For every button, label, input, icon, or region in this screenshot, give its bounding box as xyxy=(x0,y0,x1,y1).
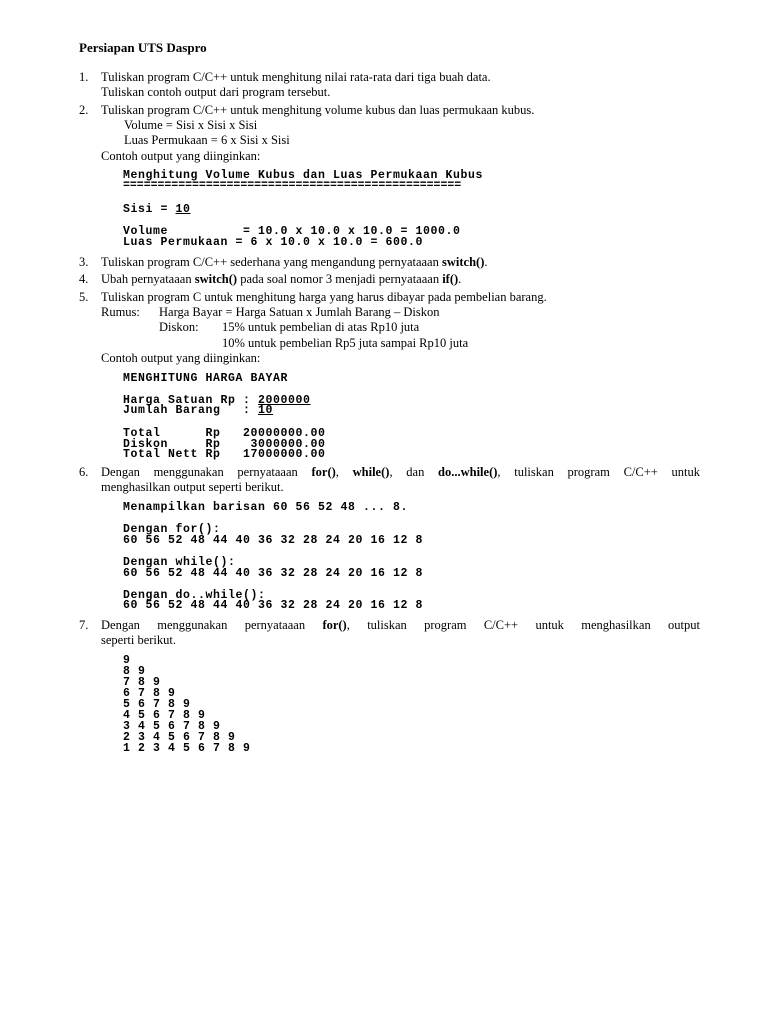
q7-text-1: Dengan menggunakan pernyataaan xyxy=(101,618,323,632)
q4-keyword-if: if() xyxy=(442,272,459,286)
q3-text xyxy=(101,255,487,270)
q4-number: 4. xyxy=(79,272,89,286)
q6-text-4: , tuliskan program C/C++ untuk xyxy=(497,465,700,479)
q6-keyword-for: for() xyxy=(311,465,336,479)
q7-pattern-line: 5 6 7 8 9 xyxy=(123,698,191,711)
q6-dowhile-sequence: 60 56 52 48 44 40 36 32 28 24 20 16 12 8 xyxy=(123,599,424,612)
q2-formula-volume: Volume = Sisi x Sisi x Sisi xyxy=(124,118,258,132)
q7-pattern-line: 6 7 8 9 xyxy=(123,687,176,700)
q4-text xyxy=(101,272,461,287)
q2-example-label: Contoh output yang diinginkan: xyxy=(101,149,261,163)
q2-output-rule: ================================================= xyxy=(123,179,462,192)
q2-line1: Tuliskan program C/C++ untuk menghitung volume kubus dan luas permukaan kubus. xyxy=(101,103,535,117)
q1-line2: Tuliskan contoh output dari program tersebut. xyxy=(101,85,331,99)
q5-harga-value: 2000000 xyxy=(258,394,311,407)
q2-output-sisi xyxy=(123,204,191,215)
q7-pattern-line: 7 8 9 xyxy=(123,676,161,689)
q7-text-2: , tuliskan program C/C++ untuk menghasilkan output xyxy=(346,618,700,632)
q7-pattern-line: 2 3 4 5 6 7 8 9 xyxy=(123,731,236,744)
page-title: Persiapan UTS Daspro xyxy=(79,40,207,55)
q7-line1 xyxy=(101,618,700,633)
q1-line1: Tuliskan program C/C++ untuk menghitung nilai rata-rata dari tiga buah data. xyxy=(101,70,491,84)
q5-jumlah-label: Jumlah Barang : xyxy=(123,404,259,417)
q6-keyword-while: while() xyxy=(352,465,390,479)
q5-rumus-label: Rumus: xyxy=(101,305,140,319)
q1-number: 1. xyxy=(79,70,89,84)
q2-number: 2. xyxy=(79,103,89,117)
q4-keyword-switch: switch() xyxy=(194,272,238,286)
q2-output-title: Menghitung Volume Kubus dan Luas Permukaan Kubus xyxy=(123,169,484,182)
q7-pattern-line: 4 5 6 7 8 9 xyxy=(123,709,206,722)
q5-output-total: Total Rp 20000000.00 xyxy=(123,427,326,440)
q6-line2: menghasilkan output seperti berikut. xyxy=(101,480,284,494)
q5-output-diskon: Diskon Rp 3000000.00 xyxy=(123,438,326,451)
q3-text-before: Tuliskan program C/C++ sederhana yang mengandung pernyataaan xyxy=(101,255,442,269)
q7-pattern-line: 3 4 5 6 7 8 9 xyxy=(123,720,221,733)
q5-rumus-value: Harga Bayar = Harga Satuan x Jumlah Barang – Diskon xyxy=(159,305,440,319)
q3-keyword: switch() xyxy=(442,255,485,269)
q5-line1: Tuliskan program C untuk menghitung harga yang harus dibayar pada pembelian barang. xyxy=(101,290,547,304)
q5-harga-label: Harga Satuan Rp : xyxy=(123,394,259,407)
q4-text-mid: pada soal nomor 3 menjadi pernyataaan xyxy=(237,272,443,286)
q2-output-luas: Luas Permukaan = 6 x 10.0 x 10.0 = 600.0 xyxy=(123,236,424,249)
q2-sisi-value: 10 xyxy=(175,203,191,216)
q4-text-after: . xyxy=(458,272,462,286)
q6-for-label: Dengan for(): xyxy=(123,523,221,536)
q5-output-jumlah xyxy=(123,405,273,416)
q3-number: 3. xyxy=(79,255,89,269)
q7-pattern-line: 9 xyxy=(123,654,131,667)
q5-diskon-label: Diskon: xyxy=(159,320,199,334)
q6-keyword-dowhile: do...while() xyxy=(438,465,498,479)
q6-line1 xyxy=(101,465,700,480)
q2-sisi-label: Sisi = xyxy=(123,203,176,216)
q6-output-title: Menampilkan barisan 60 56 52 48 ... 8. xyxy=(123,501,409,514)
q6-text-2: , xyxy=(335,465,353,479)
q7-pattern-line: 1 2 3 4 5 6 7 8 9 xyxy=(123,742,251,755)
q4-text-before: Ubah pernyataaan xyxy=(101,272,195,286)
q7-pattern-line: 8 9 xyxy=(123,665,146,678)
q5-number: 5. xyxy=(79,290,89,304)
q6-dowhile-label: Dengan do..while(): xyxy=(123,589,266,602)
q6-while-label: Dengan while(): xyxy=(123,556,236,569)
q5-example-label: Contoh output yang diinginkan: xyxy=(101,351,261,365)
q6-text-3: , dan xyxy=(389,465,439,479)
q7-line2: seperti berikut. xyxy=(101,633,176,647)
q5-output-title: MENGHITUNG HARGA BAYAR xyxy=(123,372,289,385)
q5-diskon-rule2: 10% untuk pembelian Rp5 juta sampai Rp10 juta xyxy=(222,336,469,350)
q7-keyword-for: for() xyxy=(322,618,347,632)
q5-diskon-rule1: 15% untuk pembelian di atas Rp10 juta xyxy=(222,320,420,334)
q6-text-1: Dengan menggunakan pernyataaan xyxy=(101,465,312,479)
q2-output-volume: Volume = 10.0 x 10.0 x 10.0 = 1000.0 xyxy=(123,225,461,238)
q6-number: 6. xyxy=(79,465,89,479)
q5-output-nett: Total Nett Rp 17000000.00 xyxy=(123,448,326,461)
q5-jumlah-value: 10 xyxy=(258,404,274,417)
q6-while-sequence: 60 56 52 48 44 40 36 32 28 24 20 16 12 8 xyxy=(123,567,424,580)
q6-for-sequence: 60 56 52 48 44 40 36 32 28 24 20 16 12 8 xyxy=(123,534,424,547)
q7-number: 7. xyxy=(79,618,89,632)
q3-text-after: . xyxy=(484,255,488,269)
q2-formula-luas: Luas Permukaan = 6 x Sisi x Sisi xyxy=(124,133,290,147)
